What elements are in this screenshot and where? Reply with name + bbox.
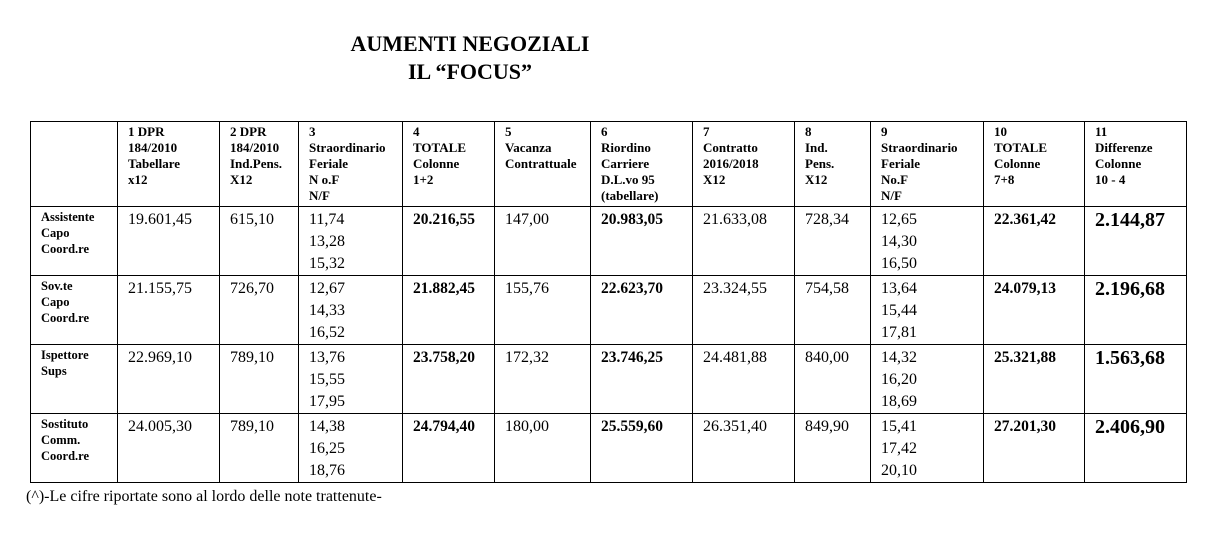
cell-c6: 22.623,70 [591, 276, 693, 345]
cell-value-line: 16,52 [309, 324, 345, 341]
cell-value-line: 15,44 [881, 302, 917, 319]
column-header-line: Ind. [805, 140, 828, 155]
cell-value-line: 12,65 [881, 211, 917, 228]
column-header-10 [984, 122, 1085, 207]
cell-c1: 24.005,30 [118, 414, 220, 483]
column-header-line: Colonne [413, 156, 460, 171]
column-header-line: 184/2010 [128, 140, 178, 155]
column-header-line: 5 [505, 124, 512, 139]
column-header-line: Feriale [309, 156, 348, 171]
column-header-line: 184/2010 [230, 140, 280, 155]
column-header-7 [693, 122, 795, 207]
column-header-line: 1+2 [413, 172, 434, 187]
column-header-line: 10 [994, 124, 1007, 139]
column-header-line: Colonne [994, 156, 1041, 171]
column-header-line: Straordinario [881, 140, 958, 155]
footnote: (^)-Le cifre riportate sono al lordo delle note trattenute- [26, 488, 382, 505]
column-header-line: 1 DPR [128, 124, 165, 139]
column-header-line: X12 [805, 172, 828, 187]
cell-value-line: 13,76 [309, 349, 345, 366]
cell-c9 [871, 414, 984, 483]
cell-c11: 2.144,87 [1085, 207, 1187, 276]
cell-c8: 840,00 [795, 345, 871, 414]
column-header-line: 3 [309, 124, 316, 139]
cell-c9 [871, 276, 984, 345]
row-label-line: Sups [41, 364, 67, 378]
column-header-line: Carriere [601, 156, 650, 171]
table-row [31, 207, 1187, 276]
row-label-line: Coord.re [41, 311, 90, 325]
column-header-line: 7 [703, 124, 710, 139]
column-header-line: Tabellare [128, 156, 181, 171]
column-header-line: 2016/2018 [703, 156, 759, 171]
cell-c6: 20.983,05 [591, 207, 693, 276]
column-header-line: Pens. [805, 156, 835, 171]
page-title [310, 30, 630, 86]
cell-c10: 27.201,30 [984, 414, 1085, 483]
column-header-line: 10 - 4 [1095, 172, 1126, 187]
row-label-line: Coord.re [41, 449, 90, 463]
title-line-2: IL “FOCUS” [407, 59, 533, 84]
table-row [31, 276, 1187, 345]
column-header-2 [220, 122, 299, 207]
column-header-0 [31, 122, 118, 207]
row-label-line: Ispettore [41, 348, 89, 362]
table-row [31, 414, 1187, 483]
column-header-line: Riordino [601, 140, 651, 155]
cell-c4: 20.216,55 [403, 207, 495, 276]
cell-value-line: 15,55 [309, 371, 345, 388]
cell-value-line: 18,76 [309, 462, 345, 479]
column-header-line: X12 [703, 172, 726, 187]
column-header-line: TOTALE [994, 140, 1047, 155]
column-header-line: Straordinario [309, 140, 386, 155]
row-label-line: Assistente [41, 210, 95, 224]
cell-value-line: 15,32 [309, 255, 345, 272]
cell-c5: 147,00 [495, 207, 591, 276]
cell-value-line: 17,81 [881, 324, 917, 341]
column-header-line: Vacanza [505, 140, 552, 155]
cell-c8: 849,90 [795, 414, 871, 483]
cell-c9 [871, 345, 984, 414]
cell-c9 [871, 207, 984, 276]
column-header-line: Differenze [1095, 140, 1153, 155]
column-header-line: Ind.Pens. [230, 156, 283, 171]
column-header-4 [403, 122, 495, 207]
cell-c8: 754,58 [795, 276, 871, 345]
column-header-line: X12 [230, 172, 253, 187]
cell-value-line: 20,10 [881, 462, 917, 479]
column-header-1 [118, 122, 220, 207]
column-header-line: 7+8 [994, 172, 1015, 187]
cell-value-line: 17,95 [309, 393, 345, 410]
cell-value-line: 14,33 [309, 302, 345, 319]
cell-c1: 19.601,45 [118, 207, 220, 276]
cell-c8: 728,34 [795, 207, 871, 276]
title-line-1: AUMENTI NEGOZIALI [350, 31, 590, 56]
column-header-line: 6 [601, 124, 608, 139]
cell-value-line: 16,20 [881, 371, 917, 388]
column-header-3 [299, 122, 403, 207]
row-label [31, 207, 118, 276]
column-header-line: D.L.vo 95 [601, 172, 655, 187]
cell-c11: 2.406,90 [1085, 414, 1187, 483]
row-label-line: Capo [41, 295, 70, 309]
cell-c4: 23.758,20 [403, 345, 495, 414]
cell-c10: 22.361,42 [984, 207, 1085, 276]
column-header-line: N/F [881, 188, 902, 203]
cell-c4: 21.882,45 [403, 276, 495, 345]
column-header-line: Colonne [1095, 156, 1142, 171]
row-label-line: Sov.te [41, 279, 73, 293]
column-header-line: Contratto [703, 140, 758, 155]
column-header-line: N/F [309, 188, 330, 203]
cell-value-line: 14,32 [881, 349, 917, 366]
cell-c10: 25.321,88 [984, 345, 1085, 414]
cell-value-line: 14,30 [881, 233, 917, 250]
column-header-line: Feriale [881, 156, 920, 171]
column-header-line: No.F [881, 172, 909, 187]
cell-c2: 789,10 [220, 345, 299, 414]
cell-c6: 25.559,60 [591, 414, 693, 483]
row-label-line: Sostituto [41, 417, 89, 431]
column-header-line: 11 [1095, 124, 1108, 139]
row-label [31, 276, 118, 345]
cell-value-line: 11,74 [309, 211, 345, 228]
cell-c7: 24.481,88 [693, 345, 795, 414]
cell-c1: 21.155,75 [118, 276, 220, 345]
column-header-8 [795, 122, 871, 207]
cell-value-line: 13,28 [309, 233, 345, 250]
cell-value-line: 16,25 [309, 440, 345, 457]
cell-c7: 23.324,55 [693, 276, 795, 345]
cell-c5: 155,76 [495, 276, 591, 345]
cell-c2: 615,10 [220, 207, 299, 276]
cell-value-line: 17,42 [881, 440, 917, 457]
cell-value-line: 12,67 [309, 280, 345, 297]
cell-value-line: 14,38 [309, 418, 345, 435]
cell-c2: 789,10 [220, 414, 299, 483]
cell-value-line: 15,41 [881, 418, 917, 435]
column-header-line: N o.F [309, 172, 340, 187]
cell-c3 [299, 276, 403, 345]
header-row [31, 122, 1187, 207]
cell-c6: 23.746,25 [591, 345, 693, 414]
column-header-line: Contrattuale [505, 156, 577, 171]
row-label-line: Comm. [41, 433, 81, 447]
column-header-5 [495, 122, 591, 207]
row-label [31, 345, 118, 414]
column-header-line: 2 DPR [230, 124, 267, 139]
column-header-line: 8 [805, 124, 812, 139]
column-header-line: 4 [413, 124, 420, 139]
cell-c7: 26.351,40 [693, 414, 795, 483]
cell-c1: 22.969,10 [118, 345, 220, 414]
column-header-line: TOTALE [413, 140, 466, 155]
column-header-6 [591, 122, 693, 207]
cell-c5: 172,32 [495, 345, 591, 414]
cell-value-line: 16,50 [881, 255, 917, 272]
cell-c7: 21.633,08 [693, 207, 795, 276]
table-row [31, 345, 1187, 414]
cell-c4: 24.794,40 [403, 414, 495, 483]
cell-c10: 24.079,13 [984, 276, 1085, 345]
column-header-line: 9 [881, 124, 888, 139]
row-label-line: Capo [41, 226, 70, 240]
cell-c3 [299, 414, 403, 483]
column-header-9 [871, 122, 984, 207]
column-header-11 [1085, 122, 1187, 207]
row-label [31, 414, 118, 483]
column-header-line: (tabellare) [601, 188, 659, 203]
cell-c3 [299, 207, 403, 276]
cell-c11: 1.563,68 [1085, 345, 1187, 414]
row-label-line: Coord.re [41, 242, 90, 256]
column-header-line: x12 [128, 172, 148, 187]
cell-value-line: 13,64 [881, 280, 917, 297]
cell-c11: 2.196,68 [1085, 276, 1187, 345]
salary-table [30, 121, 1187, 483]
cell-c3 [299, 345, 403, 414]
cell-c5: 180,00 [495, 414, 591, 483]
cell-c2: 726,70 [220, 276, 299, 345]
cell-value-line: 18,69 [881, 393, 917, 410]
